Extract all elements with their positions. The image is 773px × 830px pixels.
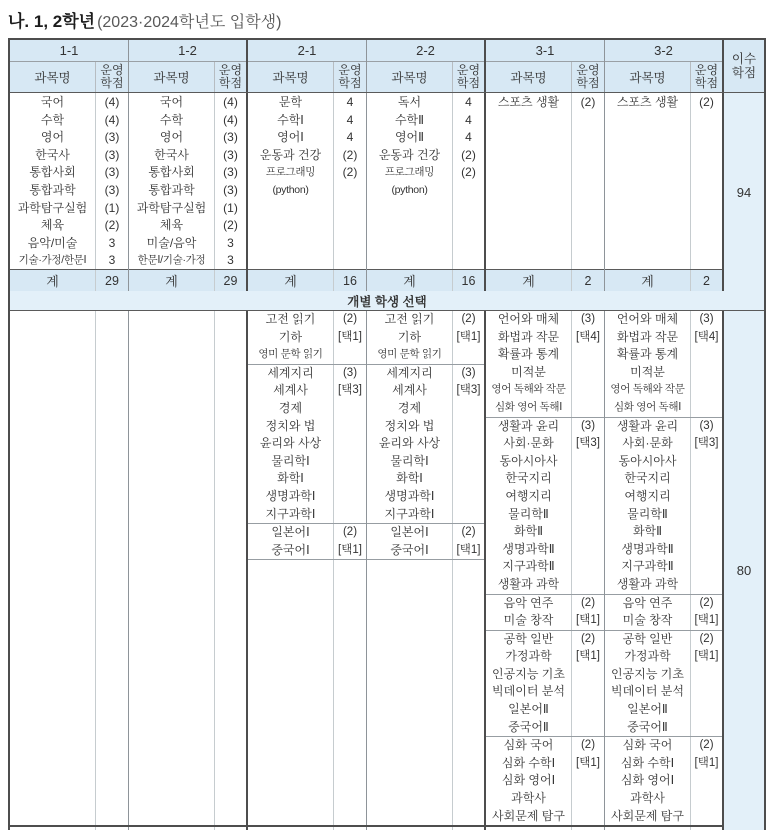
group-select: [택4]	[694, 330, 719, 343]
subject-col-header: 과목명	[129, 62, 215, 92]
semester-label: 2-2	[367, 40, 484, 62]
group-subjects: 음악 연주 미술 창작	[605, 595, 691, 630]
group-select: [택1]	[338, 330, 362, 343]
subject-list: 국어 수학 영어 한국사 통합사회 통합과학 과학탐구실험 체육 음악/미술 기술·가정/한문Ⅰ	[10, 93, 96, 269]
elective-group	[605, 737, 722, 826]
group-select: [택1]	[576, 614, 600, 627]
group-select: [택3]	[338, 384, 362, 397]
group-select: [택3]	[576, 437, 600, 450]
group-subjects: 심화 국어 심화 수학Ⅰ 심화 영어Ⅰ 과학사 사회문제 탐구	[605, 737, 691, 825]
group-credit: (3)	[342, 366, 358, 379]
header-col-1-2	[129, 40, 248, 92]
common-col-2-2	[367, 93, 486, 291]
elective-col-1-1	[10, 311, 129, 830]
group-select: [택1]	[694, 756, 719, 769]
group-credit: (3)	[580, 313, 596, 325]
group-credit: (2)	[461, 313, 476, 325]
total-row	[486, 269, 604, 291]
credit-col-header: 운영 학점	[576, 63, 600, 90]
group-credit: (3)	[699, 313, 714, 325]
elective-group	[367, 365, 484, 524]
table-header	[10, 40, 764, 93]
group-subjects: 세계지리 세계사 경제 정치와 법 윤리와 사상 물리학Ⅰ 화학Ⅰ 생명과학Ⅰ 지구과학Ⅰ	[248, 365, 334, 523]
total-value: 29	[223, 273, 238, 288]
earned-credits-elective: 80	[724, 311, 764, 830]
elective-group	[605, 595, 722, 631]
group-subjects: 생활과 윤리 사회·문화 동아시아사 한국지리 여행지리 물리학Ⅱ 화학Ⅱ 생명과학Ⅱ 지구과학Ⅱ 생활과 과학	[486, 418, 572, 594]
group-select: [택1]	[694, 614, 719, 627]
subject-col-header: 과목명	[367, 62, 453, 92]
earned-credits-header: 이수 학점	[724, 40, 764, 92]
semester-label: 3-1	[486, 40, 604, 62]
credit-list: (4) (4) (3) (3) (3) (3) (1) (2) 3 3	[223, 95, 238, 268]
total-value: 16	[343, 273, 357, 288]
subject-list: 독서 수학Ⅱ 영어Ⅱ 운동과 건강 프로그래밍(python)	[367, 93, 453, 269]
elective-group	[605, 311, 722, 418]
group-credit: (2)	[342, 526, 358, 539]
header-col-3-1	[486, 40, 605, 92]
total-label: 계	[605, 270, 691, 291]
common-col-2-1	[248, 93, 367, 291]
group-subjects: 음악 연주 미술 창작	[486, 595, 572, 630]
group-subjects: 일본어Ⅰ 중국어Ⅰ	[248, 524, 334, 559]
group-credit: (2)	[580, 596, 596, 609]
elective-group	[486, 418, 604, 595]
subject-list: 문학 수학Ⅰ 영어Ⅰ 운동과 건강 프로그래밍(python)	[248, 93, 334, 269]
group-select: [택1]	[338, 543, 362, 556]
subject-list: 국어 수학 영어 한국사 통합사회 통합과학 과학탐구실험 체육 미술/음악 한문Ⅰ/기술·가정	[129, 93, 215, 269]
header-col-1-1	[10, 40, 129, 92]
header-col-2-1	[248, 40, 367, 92]
earned-credits-common: 94	[724, 93, 764, 291]
group-subjects: 생활과 윤리 사회·문화 동아시아사 한국지리 여행지리 물리학Ⅱ 화학Ⅱ 생명과학Ⅱ 지구과학Ⅱ 생활과 과학	[605, 418, 691, 594]
elective-group	[486, 737, 604, 826]
credit-col-header: 운영 학점	[694, 63, 719, 90]
total-label: 계	[486, 270, 572, 291]
total-row	[10, 269, 128, 291]
group-subjects: 세계지리 세계사 경제 정치와 법 윤리와 사상 물리학Ⅰ 화학Ⅰ 생명과학Ⅰ 지구과학Ⅰ	[367, 365, 453, 523]
common-col-1-1	[10, 93, 129, 291]
credit-list: 4 4 4 (2) (2)	[461, 95, 476, 180]
group-select: [택3]	[456, 384, 481, 397]
subject-list: 스포츠 생활	[605, 93, 691, 269]
subject-col-header: 과목명	[10, 62, 96, 92]
credit-col-header: 운영 학점	[100, 63, 124, 90]
group-select: [택1]	[576, 756, 600, 769]
total-value: 2	[584, 273, 592, 288]
elective-group	[605, 418, 722, 595]
credit-col-header: 운영 학점	[456, 63, 481, 90]
credit-col-header: 운영 학점	[218, 63, 243, 90]
semester-label: 3-2	[605, 40, 722, 62]
total-row	[367, 269, 484, 291]
common-col-3-1	[486, 93, 605, 291]
subject-list: 스포츠 생활	[486, 93, 572, 269]
bottom-border-line	[10, 825, 724, 827]
total-row	[248, 269, 366, 291]
curriculum-table	[8, 38, 766, 830]
total-label: 계	[10, 270, 96, 291]
elective-col-2-2	[367, 311, 486, 830]
semester-label: 1-2	[129, 40, 246, 62]
header-col-2-2	[367, 40, 486, 92]
group-credit: (2)	[580, 739, 596, 752]
group-credit: (3)	[699, 419, 714, 432]
subject-col-header: 과목명	[248, 62, 334, 92]
group-subjects: 심화 국어 심화 수학Ⅰ 심화 영어Ⅰ 과학사 사회문제 탐구	[486, 737, 572, 825]
credit-list: (2)	[699, 95, 714, 109]
credit-list: (4) (4) (3) (3) (3) (3) (1) (2) 3 3	[104, 95, 120, 268]
group-subjects: 언어와 매체 화법과 작문 확률과 통계 미적분 영어 독해와 작문 심화 영어 독해Ⅰ	[605, 311, 691, 417]
credit-col-header: 운영 학점	[338, 63, 362, 90]
credit-list: (2)	[580, 95, 596, 109]
total-value: 29	[105, 273, 119, 288]
elective-col-1-2	[129, 311, 248, 830]
elective-col-3-2	[605, 311, 724, 830]
group-credit: (2)	[342, 313, 358, 325]
elective-group	[486, 631, 604, 738]
page-title-sub: (2023·2024학년도 입학생)	[97, 14, 282, 31]
elective-group	[248, 524, 366, 560]
group-credit: (3)	[580, 419, 596, 432]
group-credit: (3)	[461, 366, 476, 379]
group-subjects: 고전 읽기 기하 영미 문학 읽기	[248, 311, 334, 364]
semester-label: 1-1	[10, 40, 128, 62]
total-row	[129, 269, 246, 291]
elective-group	[486, 595, 604, 631]
elective-group	[367, 524, 484, 560]
total-value: 2	[703, 273, 710, 288]
total-label: 계	[129, 270, 215, 291]
credit-list: 4 4 4 (2) (2)	[342, 95, 358, 180]
group-select: [택1]	[456, 543, 481, 556]
group-subjects: 언어와 매체 화법과 작문 확률과 통계 미적분 영어 독해와 작문 심화 영어 독해Ⅰ	[486, 311, 572, 417]
group-credit: (2)	[699, 739, 714, 752]
elective-group	[248, 311, 366, 365]
group-credit: (2)	[699, 632, 714, 645]
elective-col-2-1	[248, 311, 367, 830]
group-select: [택1]	[694, 650, 719, 663]
elective-group	[605, 631, 722, 738]
total-label: 계	[367, 270, 453, 291]
total-label: 계	[248, 270, 334, 291]
group-subjects: 고전 읽기 기하 영미 문학 읽기	[367, 311, 453, 364]
group-credit: (2)	[461, 526, 476, 539]
subject-col-header: 과목명	[605, 62, 691, 92]
elective-col-3-1	[486, 311, 605, 830]
common-col-1-2	[129, 93, 248, 291]
group-credit: (2)	[580, 632, 596, 645]
group-select: [택1]	[576, 650, 600, 663]
group-select: [택3]	[694, 437, 719, 450]
common-block	[10, 93, 764, 291]
elective-group	[486, 311, 604, 418]
total-value: 16	[461, 273, 476, 288]
elective-group	[367, 311, 484, 365]
semester-label: 2-1	[248, 40, 366, 62]
group-subjects: 공학 일반 가정과학 인공지능 기초 빅데이터 분석 일본어Ⅱ 중국어Ⅱ	[486, 631, 572, 737]
group-select: [택4]	[576, 330, 600, 343]
group-select: [택1]	[456, 330, 481, 343]
elective-group	[248, 365, 366, 524]
page-title	[8, 7, 281, 32]
page-title-main: 나. 1, 2학년	[8, 12, 96, 31]
total-row	[605, 269, 722, 291]
group-subjects: 공학 일반 가정과학 인공지능 기초 빅데이터 분석 일본어Ⅱ 중국어Ⅱ	[605, 631, 691, 737]
header-col-3-2	[605, 40, 724, 92]
elective-band: 개별 학생 선택	[10, 291, 764, 311]
group-credit: (2)	[699, 596, 714, 609]
elective-block	[10, 311, 764, 830]
group-subjects: 일본어Ⅰ 중국어Ⅰ	[367, 524, 453, 559]
common-col-3-2	[605, 93, 724, 291]
subject-col-header: 과목명	[486, 62, 572, 92]
